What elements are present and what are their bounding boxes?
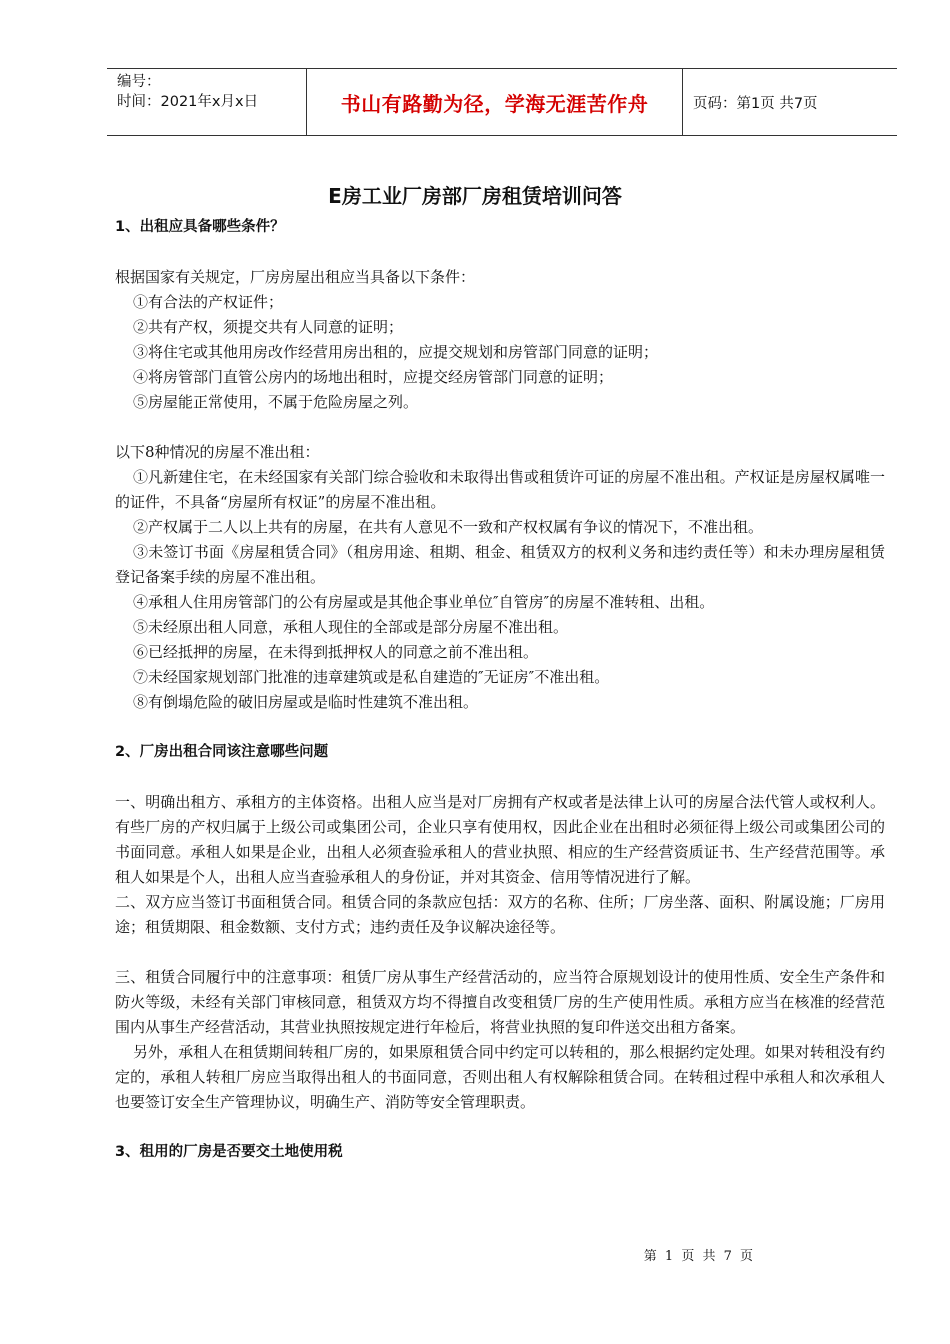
forbidden-item: ②产权属于二人以上共有的房屋，在共有人意见不一致和产权权属有争议的情况下，不准出租。 — [133, 518, 764, 536]
condition-item: ①有合法的产权证件； — [133, 293, 284, 311]
section-2-paragraph: 另外，承租人在租赁期间转租厂房的，如果原租赁合同中约定可以转租的，那么根据约定处理。如果对转租没有约定的，承租人转租厂房应当取得出租人的书面同意，否则出租人有权解除租赁合同。在转租过程中承租人和次承租人也要签订安全生产管理协议，明确生产、消防等安全管理职责。 — [115, 1043, 885, 1111]
condition-item: ⑤房屋能正常使用，不属于危险房屋之列。 — [133, 393, 419, 411]
forbidden-item: ⑤未经原出租人同意，承租人现住的全部或是部分房屋不准出租。 — [133, 618, 569, 636]
section-2-paragraph: 一、明确出租方、承租方的主体资格。出租人应当是对厂房拥有产权或者是法律上认可的房屋合法代管人或权利人。有些厂房的产权归属于上级公司或集团公司，企业只享有使用权，因此企业在出租时必须征得上级公司或集团公司的书面同意。承租人如果是企业，出租人必须查验承租人的营业执照、相应的生产经营资质证书、生产经营范围等。承租人如果是个人，出租人应当查验承租人的身份证，并对其资金、信用等情况进行了解。 — [115, 793, 885, 886]
header-meta — [107, 69, 307, 135]
condition-item: ④将房管部门直管公房内的场地出租时，应提交经房管部门同意的证明； — [133, 368, 614, 386]
condition-item: ③将住宅或其他用房改作经营用房出租的，应提交规划和房管部门同意的证明； — [133, 343, 659, 361]
header-motto: 书山有路勤为径，学海无涯苦作舟 — [307, 69, 683, 135]
forbidden-item: ④承租人住用房管部门的公有房屋或是其他企事业单位″自管房″的房屋不准转租、出租。 — [133, 593, 715, 611]
section-1-heading: 1、出租应具备哪些条件？ — [115, 219, 285, 235]
forbidden-item: ①凡新建住宅，在未经国家有关部门综合验收和未取得出售或租赁许可证的房屋不准出租。产权证是房屋权属唯一的证件，不具备“房屋所有权证”的房屋不准出租。 — [115, 468, 885, 511]
forbidden-item: ⑧有倒塌危险的破旧房屋或是临时性建筑不准出租。 — [133, 693, 479, 711]
time-label: 时间：2021年x月x日 — [117, 94, 259, 110]
section-1-intro2: 以下8种情况的房屋不准出租： — [115, 443, 320, 461]
condition-item: ②共有产权，须提交共有人同意的证明； — [133, 318, 404, 336]
page-footer: 第 1 页 共 7 页 — [643, 1249, 755, 1264]
document-body — [115, 215, 885, 1165]
forbidden-item: ⑥已经抵押的房屋，在未得到抵押权人的同意之前不准出租。 — [133, 643, 539, 661]
number-label: 编号： — [117, 74, 161, 90]
forbidden-item: ③未签订书面《房屋租赁合同》（租房用途、租期、租金、租赁双方的权利义务和违约责任等）和未办理房屋租赁登记备案手续的房屋不准出租。 — [115, 543, 885, 586]
section-2-paragraph: 二、双方应当签订书面租赁合同。租赁合同的条款应包括：双方的名称、住所；厂房坐落、面积、附属设施；厂房用途；租赁期限、租金数额、支付方式；违约责任及争议解决途径等。 — [115, 893, 885, 936]
section-1-intro: 根据国家有关规定，厂房房屋出租应当具备以下条件： — [115, 268, 476, 286]
document-title: E房工业厂房部厂房租赁培训问答 — [328, 184, 622, 208]
header-page-label: 页码：第1页 共7页 — [693, 95, 818, 112]
forbidden-item: ⑦未经国家规划部门批准的违章建筑或是私自建造的″无证房″不准出租。 — [133, 668, 610, 686]
section-3-heading: 3、租用的厂房是否要交土地使用税 — [115, 1144, 343, 1160]
section-2-heading: 2、厂房出租合同该注意哪些问题 — [115, 744, 329, 760]
document-header — [107, 68, 897, 136]
section-2-paragraph: 三、租赁合同履行中的注意事项：租赁厂房从事生产经营活动的，应当符合原规划设计的使用性质、安全生产条件和防火等级，未经有关部门审核同意，租赁双方均不得擅自改变租赁厂房的生产使用性质。承租方应当在核准的经营范围内从事生产经营活动，其营业执照按规定进行年检后，将营业执照的复印件送交出租方备案。 — [115, 968, 885, 1036]
